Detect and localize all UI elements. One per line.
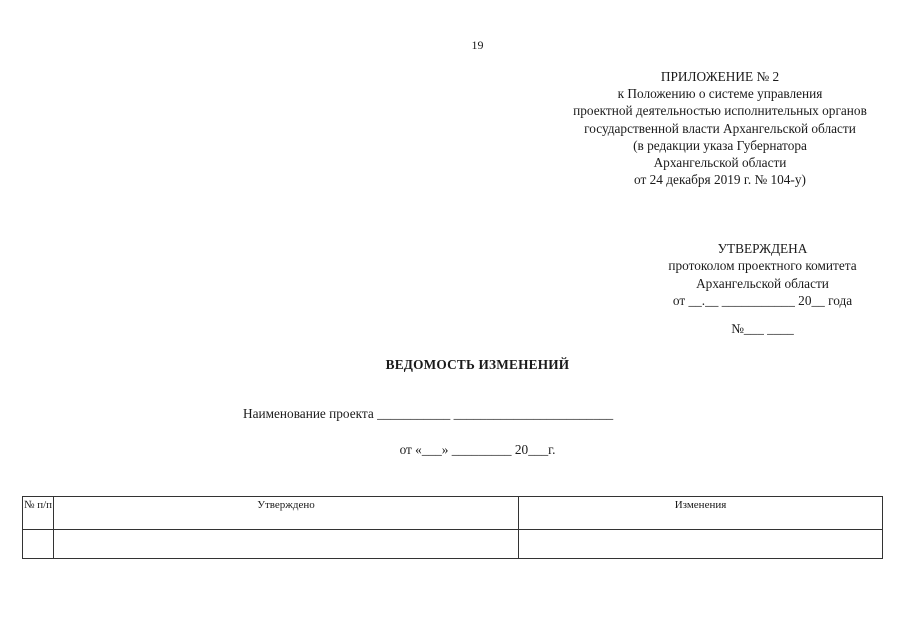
appendix-line: от 24 декабря 2019 г. № 104-у) bbox=[634, 172, 806, 188]
cell-approved bbox=[54, 530, 519, 559]
header-number: № п/п bbox=[23, 497, 54, 530]
page-number: 19 bbox=[471, 38, 484, 52]
appendix-title: ПРИЛОЖЕНИЕ № 2 bbox=[660, 69, 780, 84]
appendix-line: к Положению о системе управления bbox=[617, 86, 823, 102]
approval-title: УТВЕРЖДЕНА bbox=[717, 241, 808, 256]
header-approved: Утверждено bbox=[54, 497, 519, 530]
approval-line: Архангельской области bbox=[696, 275, 829, 291]
approval-number-line: №___ ____ bbox=[731, 321, 794, 336]
table-header-row bbox=[23, 497, 883, 530]
document-title: ВЕДОМОСТЬ ИЗМЕНЕНИЙ bbox=[385, 357, 570, 372]
cell-number bbox=[23, 530, 54, 559]
approval-line: протоколом проектного комитета bbox=[668, 258, 857, 274]
document-date-line: от «___» _________ 20___г. bbox=[399, 442, 556, 457]
changes-table bbox=[22, 496, 883, 559]
cell-changes bbox=[519, 530, 883, 559]
appendix-line: (в редакции указа Губернатора bbox=[633, 137, 807, 153]
header-changes: Изменения bbox=[519, 497, 883, 530]
appendix-line: Архангельской области bbox=[653, 155, 787, 171]
appendix-line: государственной власти Архангельской области bbox=[584, 120, 856, 136]
approval-date-line: от __.__ ___________ 20__ года bbox=[672, 292, 853, 308]
project-name-line: Наименование проекта ___________ ________________________ bbox=[243, 406, 614, 421]
appendix-header bbox=[530, 68, 905, 188]
approval-stamp bbox=[600, 240, 905, 309]
appendix-line: проектной деятельностью исполнительных органов bbox=[573, 103, 867, 119]
table-row bbox=[23, 530, 883, 559]
